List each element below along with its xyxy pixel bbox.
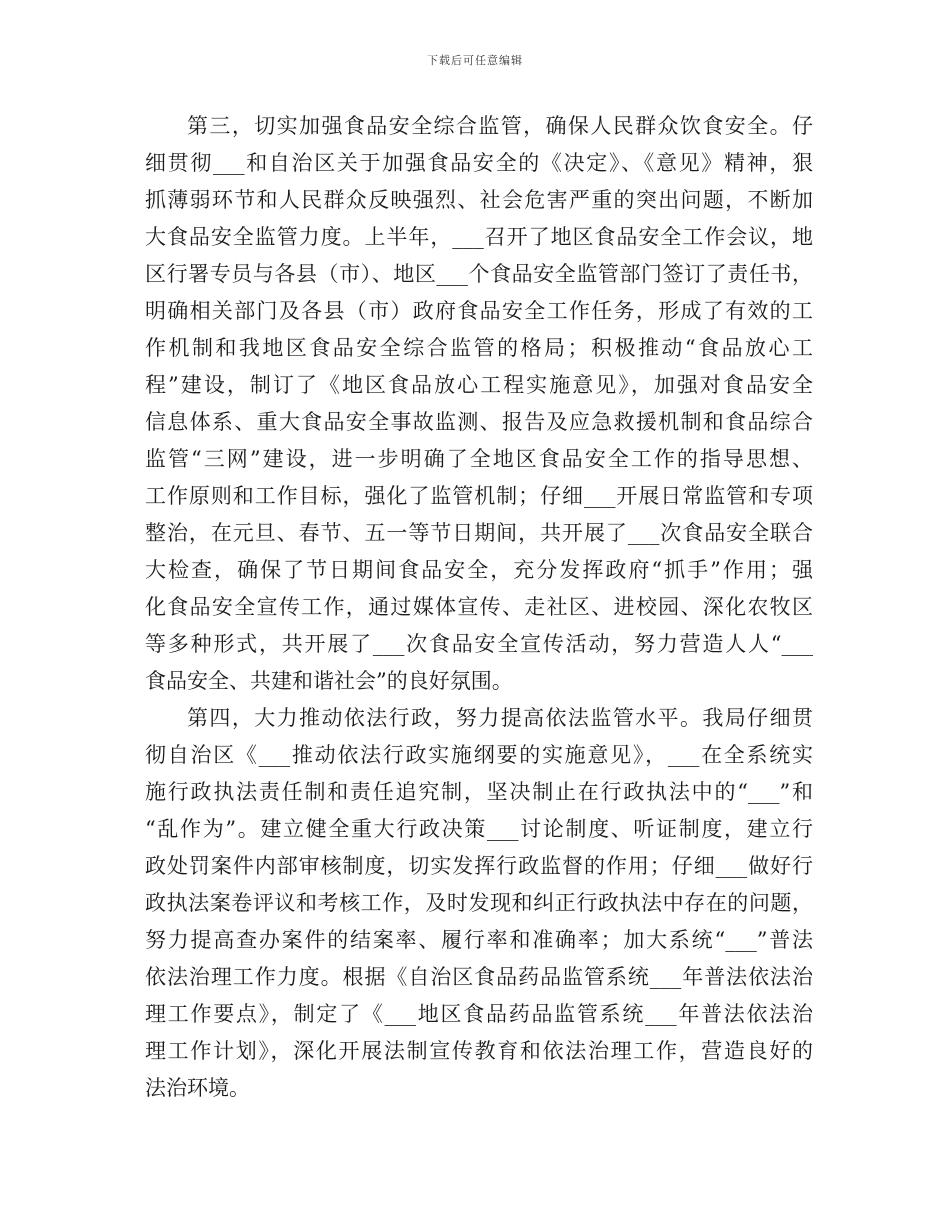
paragraph-line: 第四，大力推动依法行政，努力提高依法监管水平。我局仔细贯 <box>187 706 813 730</box>
paragraph-line: 大食品安全监管力度。上半年，___召开了地区食品安全工作会议，地 <box>145 225 813 249</box>
paragraph-line: 彻自治区《___推动依法行政实施纲要的实施意见》，___在全系统实 <box>145 743 813 767</box>
paragraph-line: 第三，切实加强食品安全综合监管，确保人民群众饮食安全。仔 <box>187 114 813 138</box>
paragraph-third <box>145 108 813 700</box>
paragraph-line: 监管“三网”建设，进一步明确了全地区食品安全工作的指导思想、 <box>145 447 813 471</box>
paragraph-line: 等多种形式，共开展了___次食品安全宣传活动，努力营造人人“___ <box>145 632 813 656</box>
paragraph-line: 政处罚案件内部审核制度，切实发挥行政监督的作用；仔细___做好行 <box>145 854 813 878</box>
paragraph-line: 整治，在元旦、春节、五一等节日期间，共开展了___次食品安全联合 <box>145 521 813 545</box>
paragraph-line: 依法治理工作力度。根据《自治区食品药品监管系统___年普法依法治 <box>145 965 813 989</box>
page-header: 下载后可任意编辑 <box>427 54 523 67</box>
paragraph-line: 信息体系、重大食品安全事故监测、报告及应急救援机制和食品综合 <box>145 410 813 434</box>
paragraph-line: 抓薄弱环节和人民群众反映强烈、社会危害严重的突出问题，不断加 <box>145 188 813 212</box>
paragraph-line: 工作原则和工作目标，强化了监管机制；仔细___开展日常监管和专项 <box>145 484 813 508</box>
paragraph-line: 作机制和我地区食品安全综合监管的格局；积极推动“食品放心工 <box>145 336 813 360</box>
paragraph-line: 理工作要点》，制定了《___地区食品药品监管系统___年普法依法治 <box>145 1002 813 1026</box>
paragraph-line: 努力提高查办案件的结案率、履行率和准确率；加大系统“___”普法 <box>145 928 813 952</box>
paragraph-fourth <box>145 700 813 1107</box>
paragraph-line: 法治环境。 <box>145 1076 250 1100</box>
paragraph-line: 区行署专员与各县（市）、地区___个食品安全监管部门签订了责任书， <box>145 262 813 286</box>
paragraph-line: 程”建设，制订了《地区食品放心工程实施意见》，加强对食品安全 <box>145 373 813 397</box>
paragraph-line: 食品安全、共建和谐社会”的良好氛围。 <box>145 669 513 693</box>
document-body <box>145 108 813 1107</box>
paragraph-line: 明确相关部门及各县（市）政府食品安全工作任务，形成了有效的工 <box>145 299 813 323</box>
paragraph-line: “乱作为”。建立健全重大行政决策___讨论制度、听证制度，建立行 <box>145 817 813 841</box>
paragraph-line: 施行政执法责任制和责任追究制，坚决制止在行政执法中的“___”和 <box>145 780 813 804</box>
paragraph-line: 大检查，确保了节日期间食品安全，充分发挥政府“抓手”作用；强 <box>145 558 813 582</box>
paragraph-line: 细贯彻___和自治区关于加强食品安全的《决定》、《意见》精神，狠 <box>145 151 813 175</box>
paragraph-line: 理工作计划》，深化开展法制宣传教育和依法治理工作，营造良好的 <box>145 1039 813 1063</box>
paragraph-line: 政执法案卷评议和考核工作，及时发现和纠正行政执法中存在的问题， <box>145 891 813 915</box>
paragraph-line: 化食品安全宣传工作，通过媒体宣传、走社区、进校园、深化农牧区 <box>145 595 813 619</box>
